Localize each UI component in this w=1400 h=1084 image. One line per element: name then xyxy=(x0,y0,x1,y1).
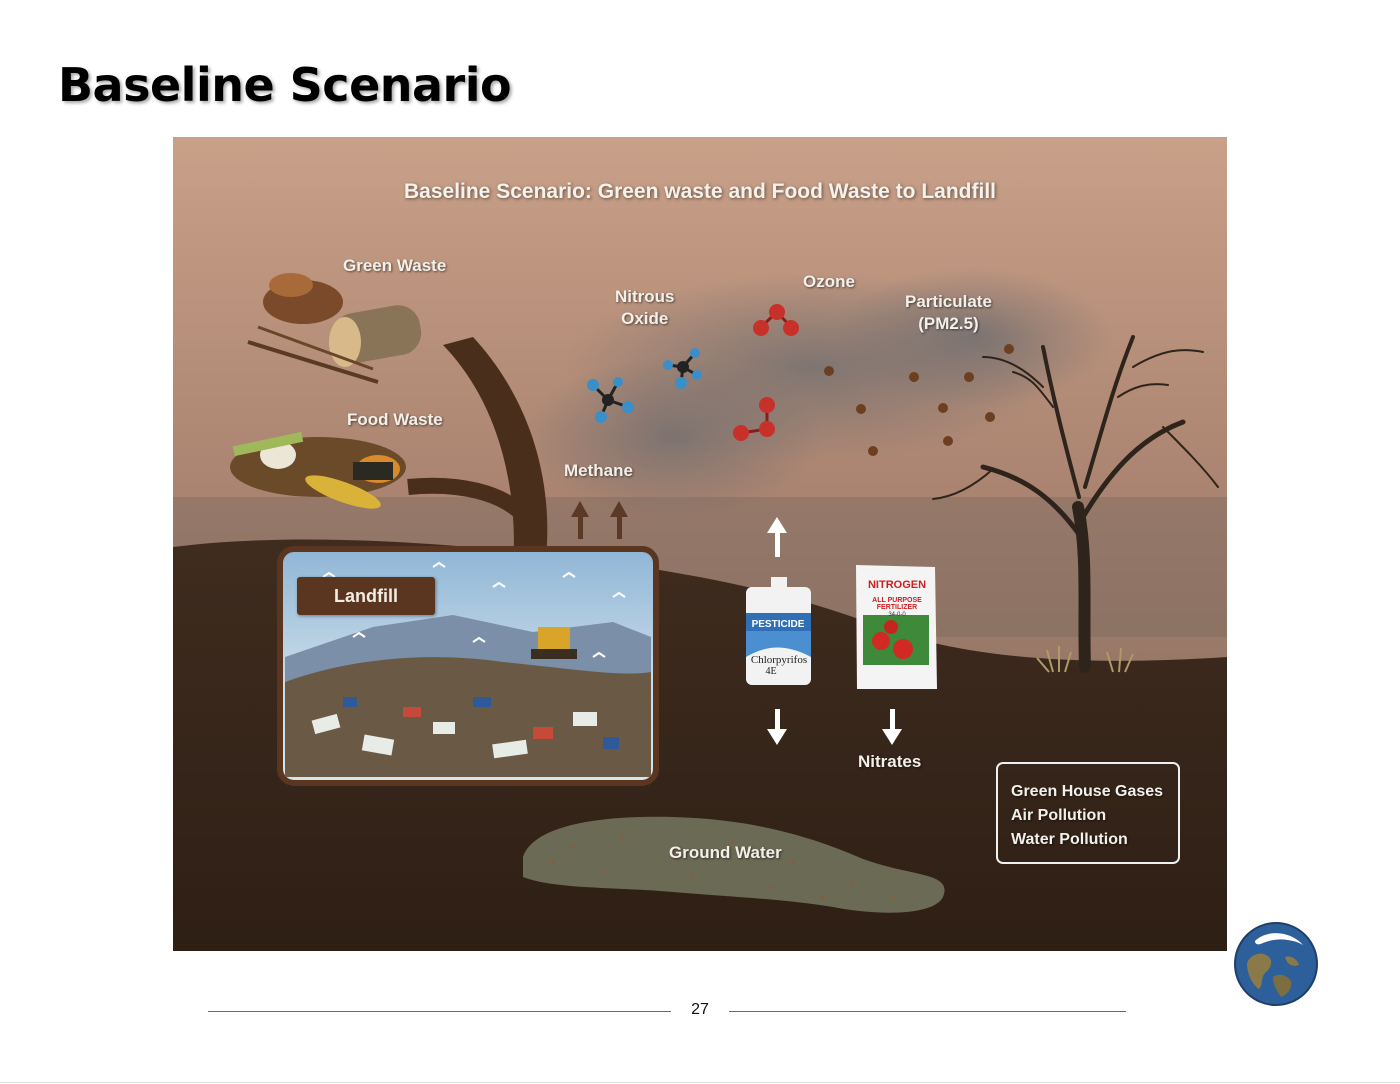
footer-divider-right xyxy=(729,1011,1126,1012)
pesticide-brand-text: PESTICIDE xyxy=(751,619,805,630)
slide-title: Baseline Scenario xyxy=(58,58,512,112)
label-ground-water: Ground Water xyxy=(669,843,782,862)
legend-item: Green House Gases xyxy=(1011,783,1164,800)
footer-divider-left xyxy=(208,1011,671,1012)
label-particulate: Particulate (PM2.5) xyxy=(905,292,992,333)
smoke-cloud xyxy=(523,357,823,517)
label-ozone: Ozone xyxy=(803,272,855,291)
label-green-waste: Green Waste xyxy=(343,256,447,275)
pesticide-jug xyxy=(746,577,811,685)
landfill-label: Landfill xyxy=(297,577,435,615)
legend-item: Water Pollution xyxy=(1011,831,1128,848)
baseline-scenario-figure xyxy=(173,137,1227,951)
pesticide-name-text: Chlorpyrifos xyxy=(750,654,808,666)
label-nitrous-oxide: Nitrous Oxide xyxy=(615,287,675,328)
figure-title: Baseline Scenario: Green waste and Food Waste to Landfill xyxy=(403,180,996,203)
page-number: 27 xyxy=(691,1001,709,1018)
fertilizer-line2-text: FERTILIZER xyxy=(876,604,918,611)
fertilizer-line1-text: ALL PURPOSE xyxy=(872,597,922,604)
fertilizer-npk-text: 34-0-0 xyxy=(888,612,906,618)
smoke-cloud xyxy=(833,267,1113,407)
impacts-legend xyxy=(996,762,1180,864)
pesticide-sub-text: 4E xyxy=(765,666,777,677)
page-bottom-edge xyxy=(0,1082,1400,1083)
globe-icon xyxy=(1233,921,1319,1007)
label-food-waste: Food Waste xyxy=(347,410,443,429)
label-methane: Methane xyxy=(564,461,633,480)
legend-item: Air Pollution xyxy=(1011,807,1107,824)
fertilizer-brand-text: NITROGEN xyxy=(867,579,927,591)
label-nitrates: Nitrates xyxy=(858,752,922,771)
